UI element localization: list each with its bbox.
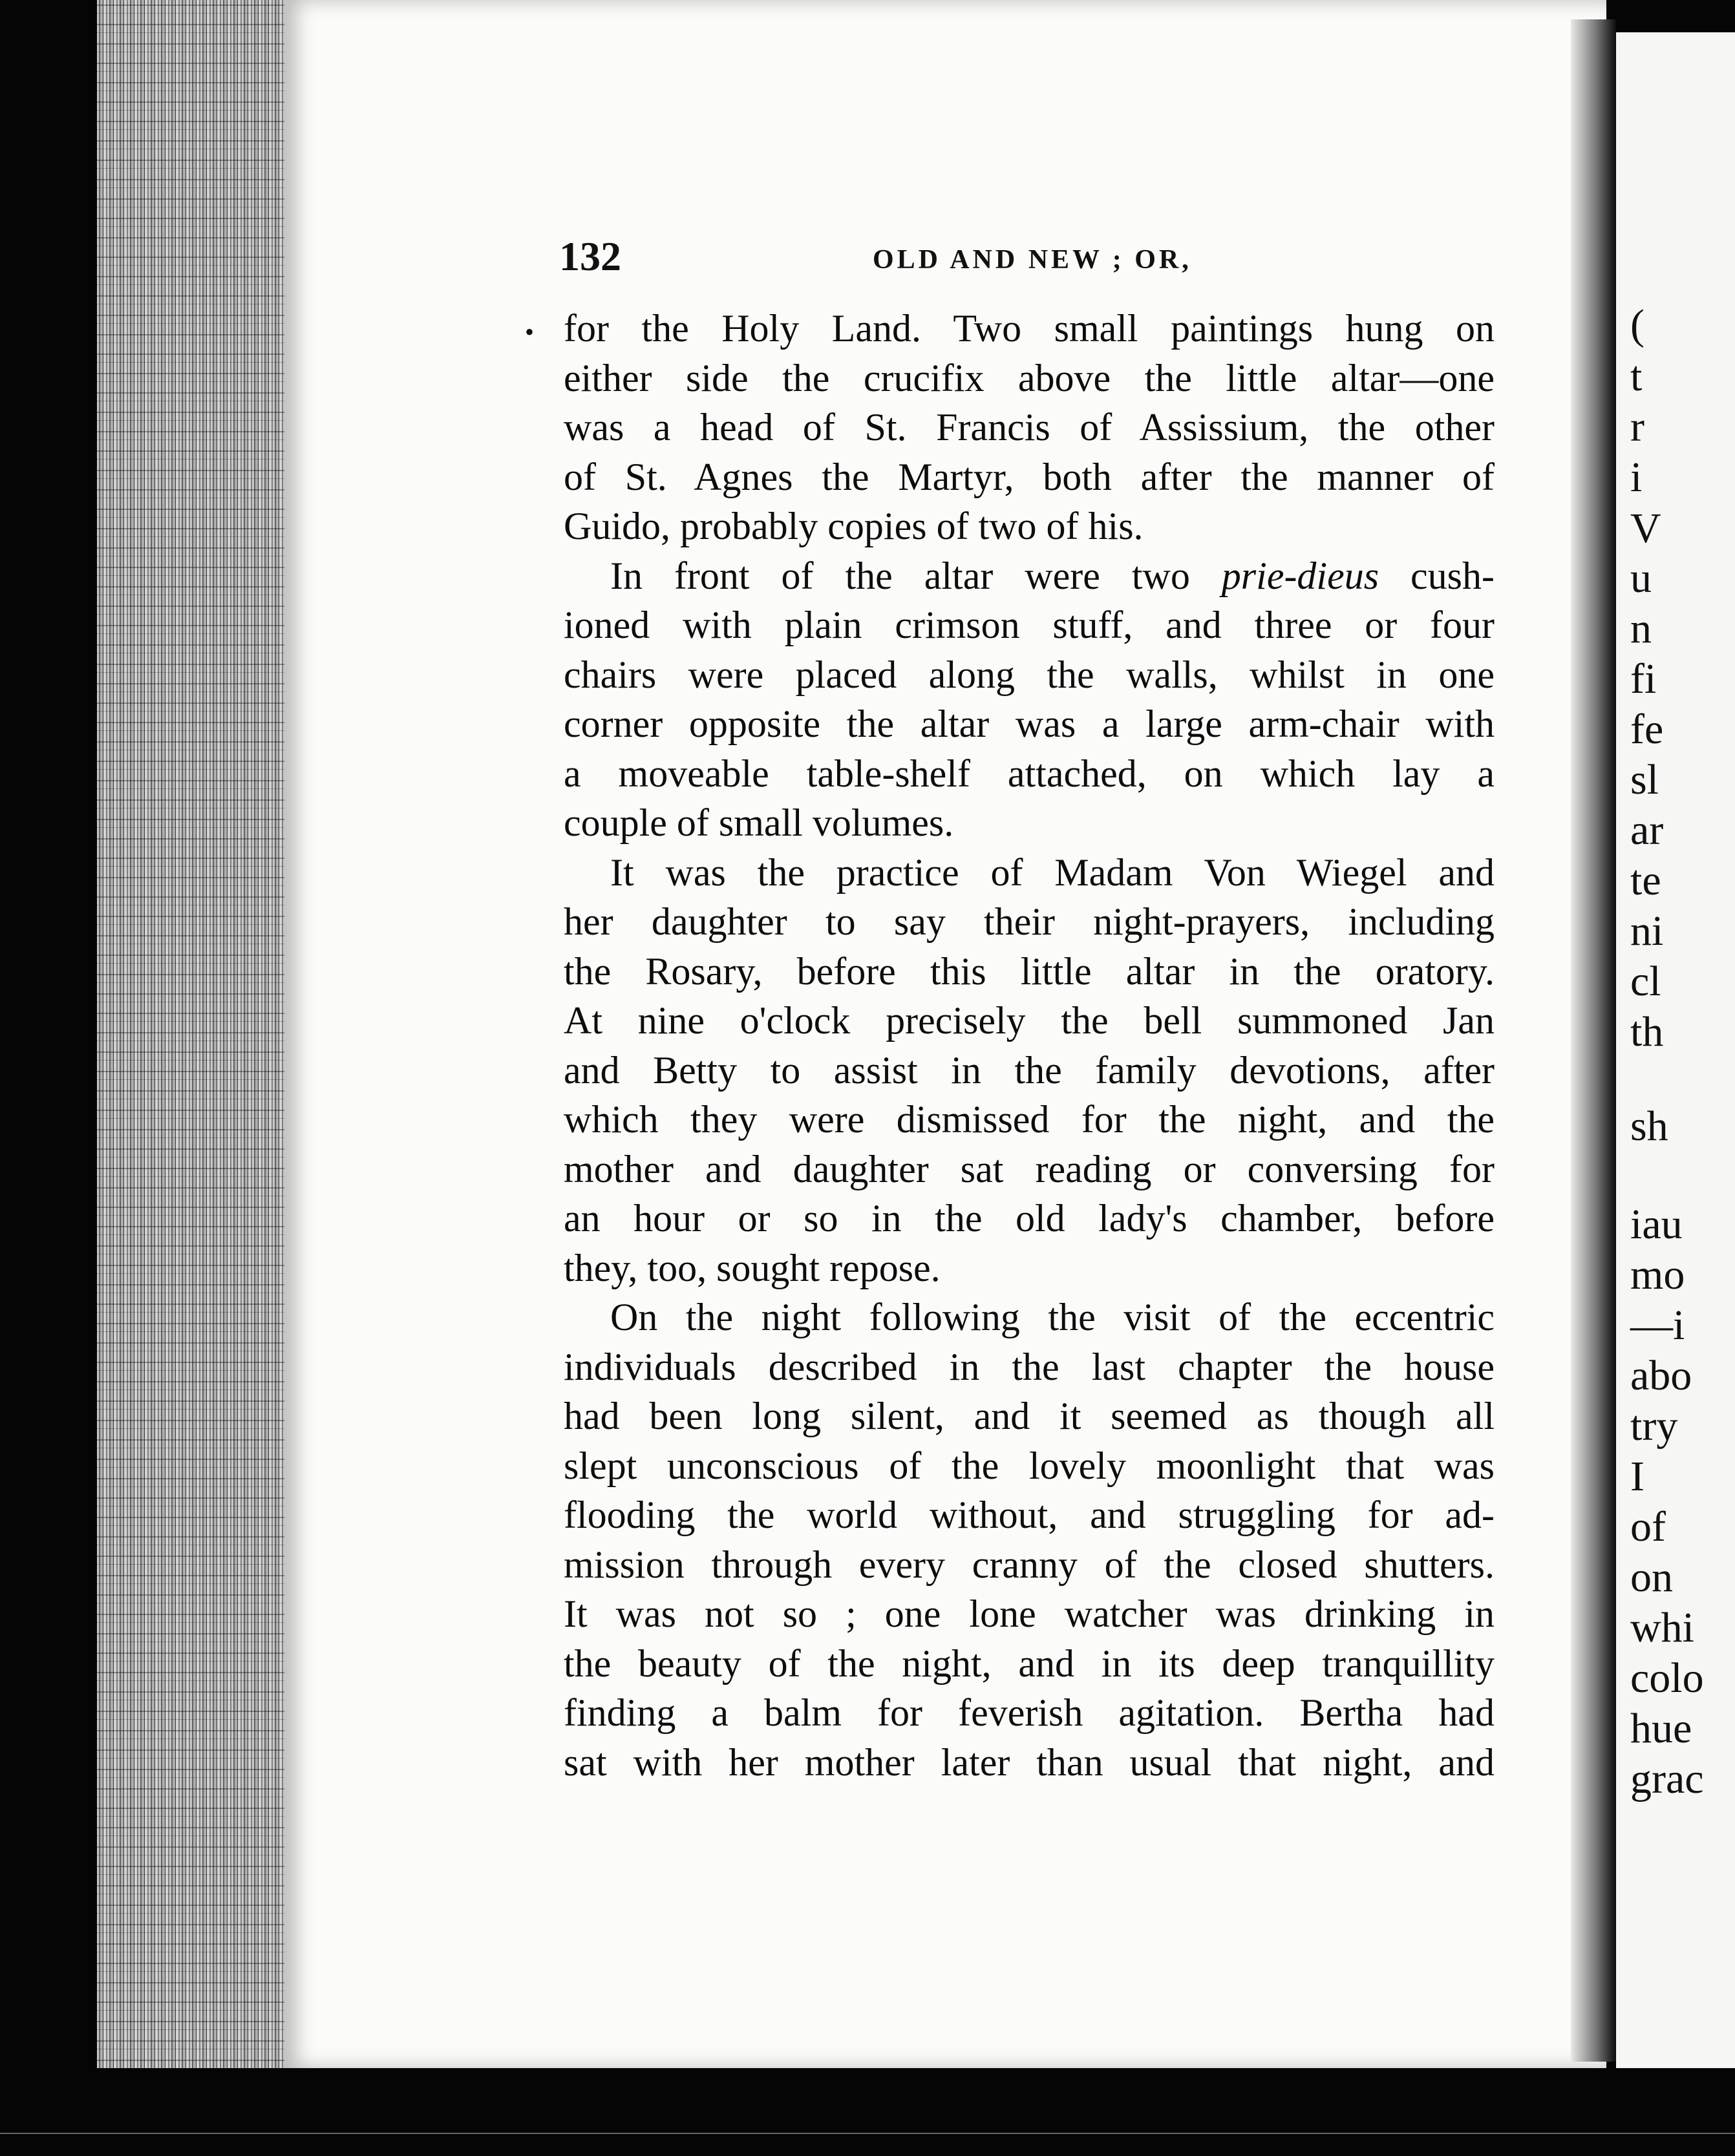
facing-page-fragment: on	[1630, 1554, 1673, 1601]
facing-page-fragment: u	[1630, 555, 1652, 602]
facing-page-fragment: sh	[1630, 1103, 1668, 1150]
book-gutter-shadow	[1571, 19, 1616, 2062]
facing-page-fragment: of	[1630, 1503, 1666, 1550]
facing-page-fragment: fe	[1630, 706, 1664, 753]
facing-page-fragment: ar	[1630, 807, 1664, 854]
text-line: either side the crucifix above the little altar—one	[564, 356, 1495, 399]
running-title: OLD AND NEW ; OR,	[873, 245, 1192, 275]
facing-page-fragment: hue	[1630, 1705, 1692, 1752]
text-line: her daughter to say their night-prayers, including	[564, 900, 1495, 943]
text-run: cush-	[1379, 554, 1495, 597]
text-line: On the night following the visit of the eccentric	[610, 1296, 1495, 1338]
text-line: ioned with plain crimson stuff, and three or four	[564, 604, 1495, 646]
page-number: 132	[559, 233, 621, 279]
text-line: the Rosary, before this little altar in the oratory.	[564, 949, 1495, 993]
text-line: At nine o'clock precisely the bell summoned Jan	[564, 999, 1495, 1042]
facing-page-fragment: sl	[1630, 756, 1659, 803]
facing-page-fragment: —i	[1630, 1302, 1685, 1349]
text-line: for the Holy Land. Two small paintings hung on	[564, 307, 1495, 350]
text-line: chairs were placed along the walls, whilst in one	[564, 653, 1495, 696]
text-line: It was not so ; one lone watcher was drinking in	[564, 1592, 1495, 1635]
body-text	[564, 304, 1495, 1787]
text-line	[564, 551, 1495, 601]
facing-page-fragment: i	[1630, 454, 1643, 501]
facing-page-fragment: try	[1630, 1402, 1678, 1450]
text-line: which they were dismissed for the night, and the	[564, 1098, 1495, 1141]
facing-page-fragment: mo	[1630, 1251, 1685, 1298]
text-line: slept unconscious of the lovely moonlight that was	[564, 1444, 1495, 1487]
scan-bottom-edge	[0, 2133, 1735, 2134]
text-line: a moveable table-shelf attached, on which lay a	[564, 752, 1495, 795]
facing-page-fragment: te	[1630, 857, 1661, 904]
facing-page-fragment: (	[1630, 301, 1645, 348]
text-line: Guido, probably copies of two of his.	[564, 505, 1144, 547]
text-line: It was the practice of Madam Von Wiegel and	[610, 851, 1495, 894]
facing-page-fragment: r	[1630, 403, 1645, 450]
text-line: mother and daughter sat reading or conversing for	[564, 1147, 1495, 1190]
italic-term: prie-dieus	[1221, 554, 1379, 597]
text-line: had been long silent, and it seemed as though all	[564, 1395, 1495, 1437]
text-line: of St. Agnes the Martyr, both after the manner of	[564, 455, 1495, 498]
facing-page-fragment: ni	[1630, 907, 1664, 955]
text-line: couple of small volumes.	[564, 801, 954, 844]
text-line: mission through every cranny of the closed shutters.	[564, 1543, 1495, 1586]
text-line: corner opposite the altar was a large arm-chair with	[564, 703, 1495, 745]
text-line: the beauty of the night, and in its deep tranquillity	[564, 1642, 1495, 1685]
text-line: was a head of St. Francis of Assissium, the other	[564, 406, 1495, 449]
text-line: they, too, sought repose.	[564, 1246, 941, 1289]
facing-page-fragment: colo	[1630, 1654, 1704, 1702]
facing-page-fragment: abo	[1630, 1352, 1692, 1399]
text-line: an hour or so in the old lady's chamber, before	[564, 1197, 1495, 1240]
text-line: individuals described in the last chapter the house	[564, 1345, 1495, 1388]
text-line: flooding the world without, and struggling for ad-	[564, 1494, 1495, 1536]
margin-mark: •	[525, 317, 535, 346]
facing-page-fragment: cl	[1630, 958, 1661, 1005]
facing-page-fragment: V	[1630, 505, 1661, 552]
facing-page-fragment: whi	[1630, 1604, 1694, 1651]
facing-page-fragment: I	[1630, 1453, 1645, 1500]
facing-page-fragment: th	[1630, 1008, 1664, 1055]
text-line: sat with her mother later than usual that night, and	[564, 1740, 1495, 1784]
text-run: In front of the altar were two	[610, 554, 1222, 597]
facing-page	[1616, 32, 1735, 2068]
book-page-edges	[97, 0, 297, 2068]
facing-page-fragment: iau	[1630, 1201, 1683, 1248]
facing-page-fragment: grac	[1630, 1755, 1704, 1802]
facing-page-fragment: n	[1630, 605, 1652, 652]
text-line: finding a balm for feverish agitation. Bertha had	[564, 1691, 1495, 1734]
facing-page-fragment: fi	[1630, 655, 1657, 703]
facing-page-fragment: t	[1630, 353, 1643, 400]
text-line: and Betty to assist in the family devotions, after	[564, 1048, 1495, 1092]
